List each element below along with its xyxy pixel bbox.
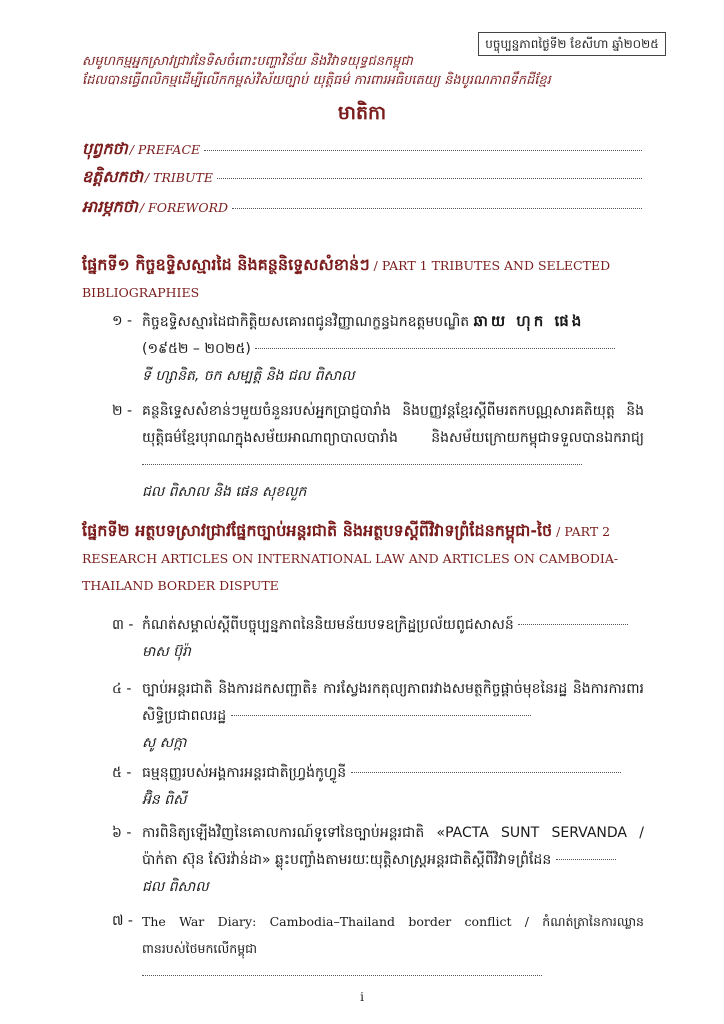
toc-entry-6[interactable] xyxy=(82,820,644,900)
entry-title-text: ការពិនិត្យឡើងវិញនៃគោលការណ៍ទូទៅនៃច្បាប់អន្តរជាតិ «PACTA SUNT SERVANDA / ប៉ាក់តា ស៊ុន ស៊ែរវ៉ាន់ដា» ឆ្លុះបញ្ចាំងតាមរយៈយុត្តិសាស្ត្រអន្តរជាតិស្តីពីវិវាទព្រំដែន xyxy=(142,825,644,868)
entry-author: អ៊ិន ពិសី xyxy=(142,792,187,808)
leader-dots xyxy=(231,715,531,716)
entry-title xyxy=(142,308,644,336)
toc-entry-foreword[interactable] xyxy=(82,196,642,218)
leader-dots xyxy=(232,208,642,209)
toc-entry-4[interactable] xyxy=(82,676,644,756)
leader-dots xyxy=(351,772,621,773)
toc-entry-preface[interactable] xyxy=(82,138,642,160)
entry-title-text: The War Diary: Cambodia–Thailand border conflict / កំណត់ត្រានៃការឈ្លានពានរបស់ថៃមកលើកម្ពុជា xyxy=(142,914,644,956)
leader-dots xyxy=(556,859,616,860)
leader-dots xyxy=(518,624,628,625)
org-line-1: សមូហកម្មអ្នកស្រាវជ្រាវនៃទិសចំពោះបញ្ហាវិន័យ និងវិវាទយុទ្ធជនកម្ពុជា xyxy=(82,54,413,69)
part-2-kh: ផ្នែកទី២ អត្ថបទស្រាវជ្រាវផ្នែកច្បាប់អន្តរជាតិ និងអត្ថបទស្តីពីវិវាទព្រំដែនកម្ពុជា-ថៃ xyxy=(82,521,553,540)
entry-title xyxy=(142,676,644,730)
entry-years: (១៩៥២ – ២០២៥) xyxy=(142,341,251,357)
leader-dots xyxy=(255,348,615,349)
entry-title xyxy=(142,820,644,874)
toc-title: មាតិកា xyxy=(337,102,387,124)
entry-author: ជល ពិសាល xyxy=(142,879,209,895)
foreword-kh: អារម្ភកថា xyxy=(82,197,138,216)
entry-title xyxy=(142,398,644,479)
entry-author: មាស ប៊ុរ៉ា xyxy=(142,644,191,660)
entry-title-text: ធម្មនុញ្ញរបស់អង្គការអន្តរជាតិហ្វ្រង់កូហ្វូនី xyxy=(142,765,347,781)
entry-title xyxy=(142,760,644,787)
leader-dots xyxy=(142,464,582,465)
preface-en: / PREFACE xyxy=(129,142,201,157)
entry-number: ៤ - xyxy=(112,681,132,697)
org-line-2: ដែលបានធ្វើពលិកម្មដើម្បីលើកកម្ពស់វិស័យច្បាប់ យុត្តិធម៌ ការពារអធិបតេយ្យ និងបូរណភាពទឹកដីខ្មែរ xyxy=(82,73,551,88)
entry-title-text: ច្បាប់អន្តរជាតិ និងការដកសញ្ជាតិ៖ ការស្វែងរកតុល្យភាពរវាងសមត្ថកិច្ចផ្តាច់មុខនៃរដ្ឋ និងការការពារសិទ្ធិប្រជាពលរដ្ឋ xyxy=(142,681,644,724)
organization-heading xyxy=(82,52,642,90)
honoree-name: ឆាយ ហុក ផេង xyxy=(473,312,585,330)
update-date-badge: បច្ចុប្បន្នភាពថ្ងៃទី២ ខែសីហា ឆ្នាំ២០២៥ xyxy=(478,32,666,56)
toc-entry-7[interactable] xyxy=(82,908,644,989)
entry-title-line2 xyxy=(142,336,644,363)
toc-entry-5[interactable] xyxy=(82,760,644,813)
toc-entry-2[interactable] xyxy=(82,398,644,505)
leader-dots xyxy=(204,150,642,151)
tribute-en: / TRIBUTE xyxy=(144,170,213,185)
part-1-kh: ផ្នែកទី១ កិច្ចឧទ្ទិសស្មារដៃ និងគន្ថនិទ្ទេសសំខាន់ៗ xyxy=(82,255,370,274)
entry-number: ៧ - xyxy=(112,913,133,929)
entry-title-text: កិច្ចឧទ្ទិសស្មារដៃជាកិត្តិយសគោរពជូនវិញ្ញាណក្ខន្ធឯកឧត្តមបណ្ឌិត xyxy=(142,314,470,330)
entry-author: សូ សក្កា xyxy=(142,735,187,751)
entry-author: ទី ហ្សានិត, ចក សម្បត្តិ និង ជល ពិសាល xyxy=(142,368,355,384)
part-2-en: / PART 2 RESEARCH ARTICLES ON INTERNATIONAL LAW AND ARTICLES ON CAMBODIA-THAILAND BORDER DISPUTE xyxy=(82,524,619,593)
entry-number: ៥ - xyxy=(112,765,132,781)
toc-entry-tribute[interactable] xyxy=(82,166,642,188)
preface-kh: បុព្វកថា xyxy=(82,139,128,158)
entry-title xyxy=(142,612,644,639)
entry-number: ៣ - xyxy=(112,617,134,633)
page-number: i xyxy=(360,990,364,1004)
entry-number: ៦ - xyxy=(112,825,132,841)
toc-entry-1[interactable] xyxy=(82,308,644,389)
part-1-heading xyxy=(82,252,644,306)
leader-dots xyxy=(142,975,542,976)
toc-entry-3[interactable] xyxy=(82,612,644,665)
part-1-en: / PART 1 TRIBUTES AND SELECTED BIBLIOGRAPHIES xyxy=(82,258,611,300)
entry-author: ជល ពិសាល និង ផេន សុខលួក xyxy=(142,484,307,500)
foreword-en: / FOREWORD xyxy=(139,200,229,215)
entry-title xyxy=(142,908,644,989)
part-2-heading xyxy=(82,518,644,599)
entry-number: ១ - xyxy=(112,313,133,329)
leader-dots xyxy=(217,178,642,179)
tribute-kh: ឧត្តិសកថា xyxy=(82,167,143,186)
entry-number: ២ - xyxy=(112,403,133,419)
entry-title-text: កំណត់សម្គាល់ស្តីពីបច្ចុប្បន្នភាពនៃនិយមន័យបទឧក្រិដ្ឋប្រល័យពូជសាសន៍ xyxy=(142,617,514,633)
entry-title-text: គន្ថនិទ្ទេសសំខាន់ៗមួយចំនួនរបស់អ្នកប្រាជ្ញបារាំង និងបញ្ញវន្តខ្មែរស្តីពីមរតកបណ្ណសារគតិយុត្ត និងយុត្តិធម៌ខ្មែរបុរាណក្នុងសម័យអាណាព្យាបាលបារាំង និងសម័យក្រោយកម្ពុជាទទួលបានឯករាជ្យ xyxy=(142,403,644,446)
